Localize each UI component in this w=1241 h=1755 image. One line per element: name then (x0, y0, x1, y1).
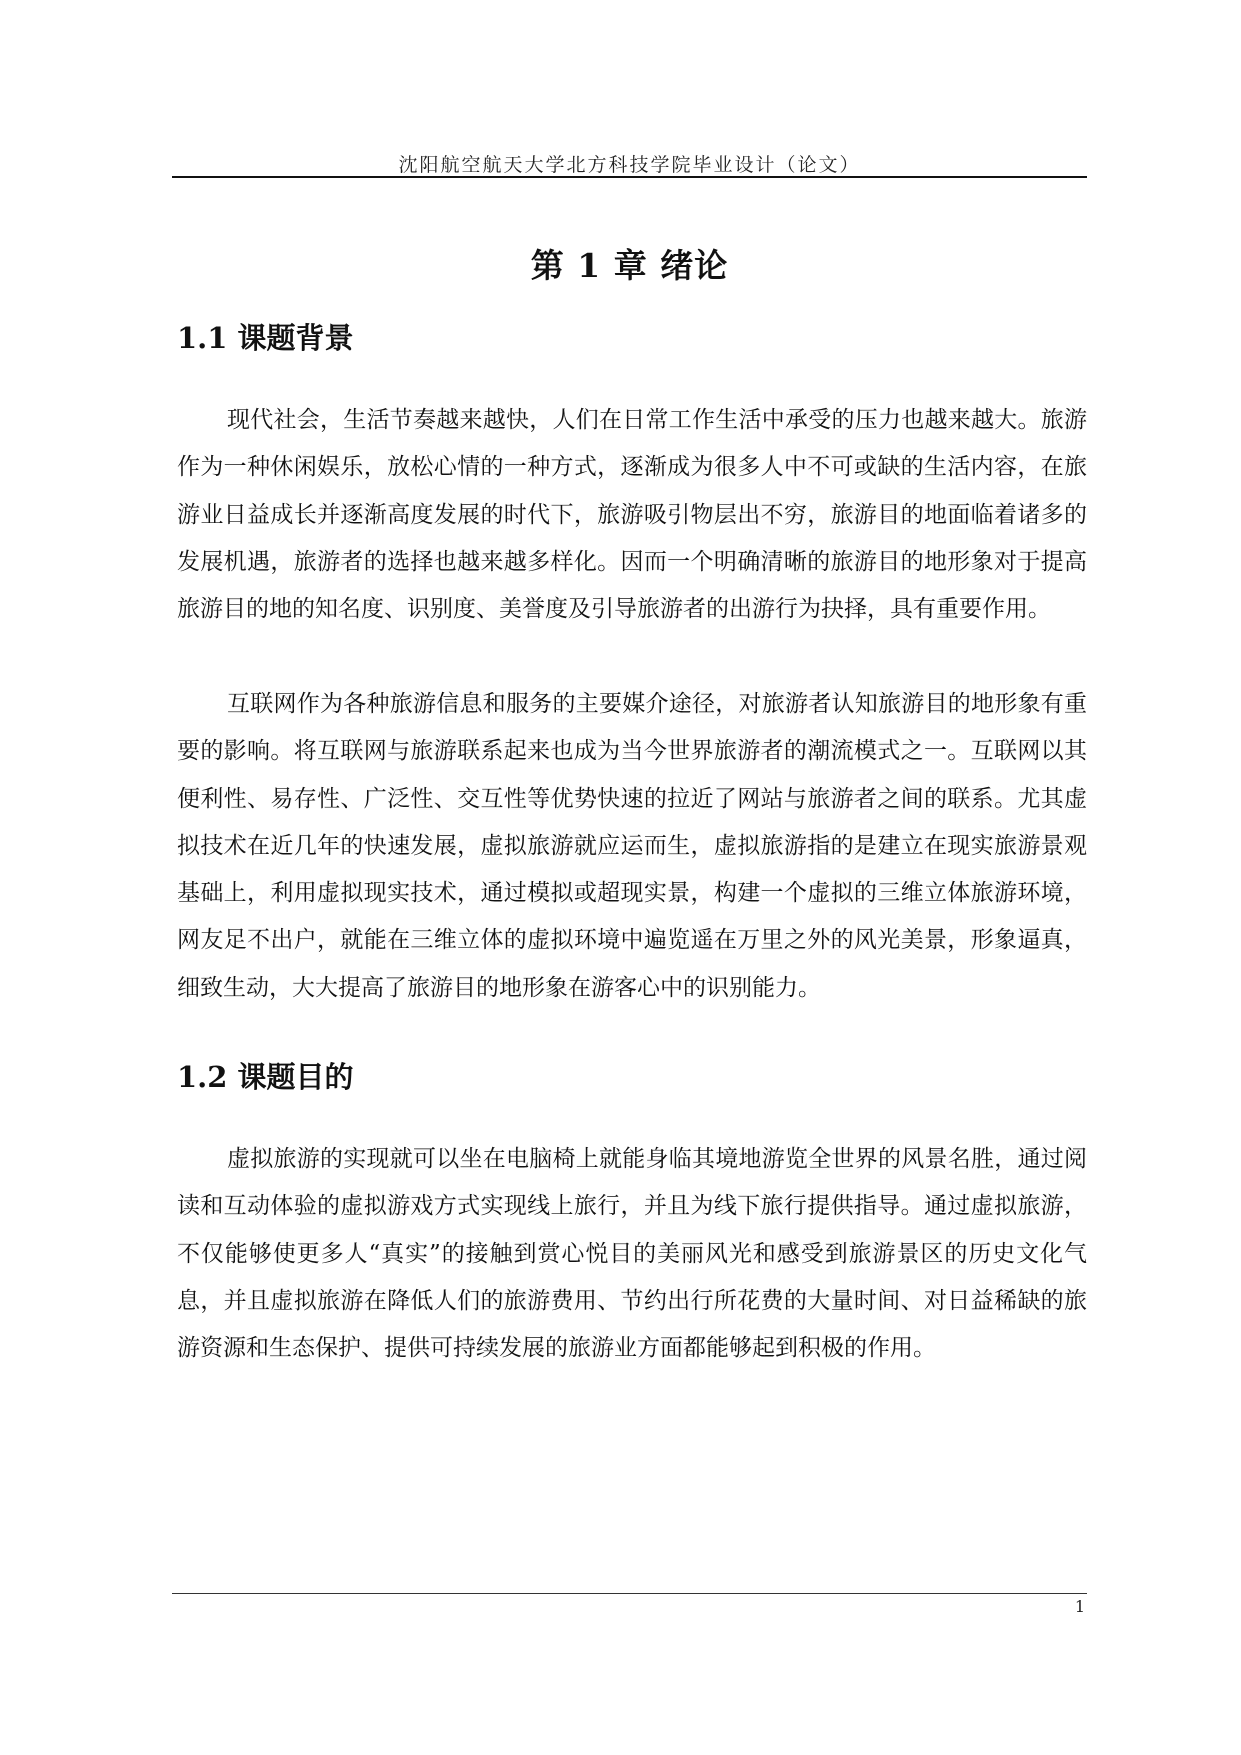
section-heading-background: 1.1 课题背景 (177, 321, 354, 355)
chapter-title: 第 1 章 绪论 (530, 246, 729, 285)
header-divider (172, 176, 1087, 178)
running-header: 沈阳航空航天大学北方科技学院毕业设计（论文） (398, 154, 861, 176)
footer-divider (172, 1593, 1087, 1594)
page-number: 1 (1074, 1597, 1085, 1616)
paragraph-purpose-1: 虚拟旅游的实现就可以坐在电脑椅上就能身临其境地游览全世界的风景名胜，通过阅读和互动体验的虚拟游戏方式实现线上旅行，并且为线下旅行提供指导。通过虚拟旅游，不仅能够使更多人“真实”的接触到赏心悦目的美丽风光和感受到旅游景区的历史文化气息，并且虚拟旅游在降低人们的旅游费用、节约出行所花费的大量时间、对日益稀缺的旅游资源和生态保护、提供可持续发展的旅游业方面都能够起到积极的作用。 (177, 1146, 1087, 1362)
section-heading-purpose: 1.2 课题目的 (177, 1060, 354, 1094)
paragraph-background-2: 互联网作为各种旅游信息和服务的主要媒介途径，对旅游者认知旅游目的地形象有重要的影响。将互联网与旅游联系起来也成为当今世界旅游者的潮流模式之一。互联网以其便利性、易存性、广泛性、交互性等优势快速的拉近了网站与旅游者之间的联系。尤其虚拟技术在近几年的快速发展，虚拟旅游就应运而生，虚拟旅游指的是建立在现实旅游景观基础上，利用虚拟现实技术，通过模拟或超现实景，构建一个虚拟的三维立体旅游环境，网友足不出户，就能在三维立体的虚拟环境中遍览遥在万里之外的风光美景，形象逼真，细致生动，大大提高了旅游目的地形象在游客心中的识别能力。 (177, 691, 1087, 1001)
paragraph-background-1: 现代社会，生活节奏越来越快，人们在日常工作生活中承受的压力也越来越大。旅游作为一种休闲娱乐，放松心情的一种方式，逐渐成为很多人中不可或缺的生活内容，在旅游业日益成长并逐渐高度发展的时代下，旅游吸引物层出不穷，旅游目的地面临着诸多的发展机遇，旅游者的选择也越来越多样化。因而一个明确清晰的旅游目的地形象对于提高旅游目的地的知名度、识别度、美誉度及引导旅游者的出游行为抉择，具有重要作用。 (177, 407, 1087, 623)
